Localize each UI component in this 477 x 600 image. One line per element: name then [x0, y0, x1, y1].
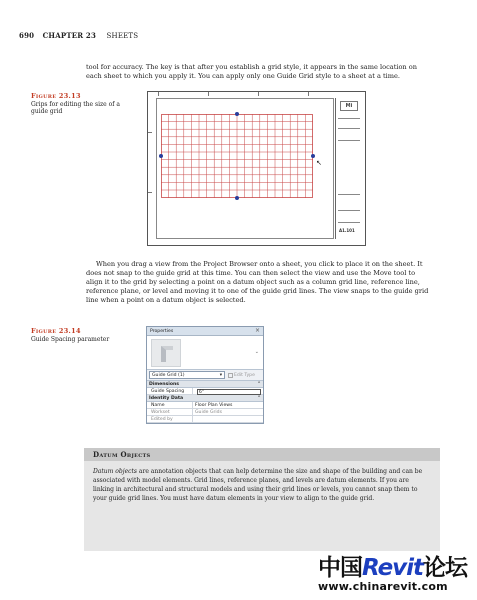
- watermark-suffix: 论坛: [423, 555, 468, 581]
- figure-23-13-label: [31, 93, 131, 116]
- move-cursor-icon: ↖: [316, 159, 322, 167]
- property-value[interactable]: Floor Plan Views: [195, 403, 233, 408]
- property-value: Guide Grids: [195, 410, 222, 415]
- properties-palette: [146, 326, 264, 424]
- type-selector-value: Guide Grid (1): [152, 372, 185, 378]
- bottom-grip-icon[interactable]: [235, 196, 239, 200]
- figure-number: Figure 23.14: [31, 327, 81, 335]
- border-tick: [148, 132, 152, 133]
- collapse-icon[interactable]: ⌃: [257, 395, 261, 401]
- section-label: SHEETS: [106, 32, 139, 40]
- site-watermark: [318, 549, 472, 597]
- sheet-drawing: [147, 91, 366, 246]
- type-selector[interactable]: [149, 371, 225, 379]
- guide-spacing-input[interactable]: 6": [197, 389, 261, 395]
- border-tick: [258, 92, 259, 96]
- section-identity-data[interactable]: [147, 395, 263, 402]
- property-label: Name: [147, 402, 193, 408]
- section-title: Dimensions: [149, 381, 180, 387]
- page-number: 690: [19, 31, 35, 40]
- top-grip-icon[interactable]: [235, 112, 239, 116]
- title-block-line: [338, 128, 360, 129]
- collapse-icon[interactable]: ⌃: [257, 381, 261, 387]
- close-icon[interactable]: ×: [254, 327, 260, 334]
- property-label: Edited by: [147, 416, 193, 422]
- title-block-line: [338, 118, 360, 119]
- figure-number: Figure 23.13: [31, 92, 81, 100]
- title-block-logo: Mi: [340, 101, 358, 111]
- property-row: [147, 409, 263, 416]
- border-tick: [308, 92, 309, 96]
- section-dimensions[interactable]: [147, 381, 263, 388]
- property-label: Guide Spacing: [147, 388, 193, 394]
- border-tick: [158, 92, 159, 96]
- figure-caption: Guide Spacing parameter: [31, 335, 110, 343]
- title-block-line: [338, 194, 360, 195]
- properties-title-bar: [147, 327, 263, 336]
- sidebar-body: are annotation objects that can help determine the size and shape of the building and can be associated with model elements. Grid lines, reference planes, and levels are datum elements. If you are linking in architectural and structural models and using their grid lines or levels, you cannot snap them to your guide grid lines. You must have datum elements in your view to align to the guide grid.: [93, 468, 423, 502]
- property-row: [147, 388, 263, 395]
- grid-type-icon: [161, 346, 173, 362]
- property-value-cell: [193, 388, 263, 394]
- right-grip-icon[interactable]: [311, 154, 315, 158]
- section-title: Identity Data: [149, 395, 184, 401]
- type-selector-row: [147, 370, 263, 381]
- figure-caption: Grips for editing the size of a guide grid: [31, 100, 120, 115]
- chapter-label: CHAPTER 23: [42, 31, 97, 40]
- border-tick: [208, 92, 209, 96]
- title-block: [335, 98, 361, 239]
- title-block-line: [338, 222, 360, 223]
- chevron-down-icon[interactable]: ⌄: [254, 349, 259, 355]
- watermark-brand: Revit: [362, 555, 424, 581]
- figure-23-14-label: [31, 328, 131, 343]
- property-row: [147, 416, 263, 423]
- type-preview: [147, 336, 263, 370]
- guide-grid[interactable]: [161, 114, 313, 198]
- watermark-url: www.chinarevit.com: [318, 580, 448, 593]
- paragraph-2: When you drag a view from the Project Browser onto a sheet, you click to place it on the sheet. It does not snap to the guide grid at this time. You can then select the view and use the Move tool to align it to the grid by selecting a point on a datum object such as a column grid line, reference line, reference plane, or level and moving it to one of the guide grid lines. The view snaps to the guide grid line when a point on a datum object is selected.: [86, 260, 429, 304]
- left-grip-icon[interactable]: [159, 154, 163, 158]
- dropdown-arrow-icon: ▾: [219, 372, 222, 378]
- property-label: Workset: [147, 409, 193, 415]
- sidebar-title: Datum Objects: [84, 448, 440, 461]
- property-value: [193, 416, 263, 422]
- edit-type-label: Edit Type: [234, 372, 255, 378]
- properties-title: Properties: [150, 328, 174, 334]
- sheet-number: A1.101: [339, 228, 355, 233]
- edit-type-button[interactable]: [228, 373, 255, 378]
- watermark-title: [318, 549, 472, 582]
- sidebar-term: Datum objects: [93, 468, 137, 475]
- title-block-line: [338, 210, 360, 211]
- border-tick: [148, 192, 152, 193]
- property-row: [147, 402, 263, 409]
- watermark-prefix: 中国: [318, 555, 362, 581]
- edit-type-icon: [228, 373, 233, 378]
- title-block-line: [338, 140, 360, 141]
- paragraph-1: tool for accuracy. The key is that after you establish a grid style, it appears in the same location on each sheet to which you apply it. You can apply only one Guide Grid style to a sheet at a time.: [86, 63, 417, 80]
- sidebar-text: [84, 461, 440, 509]
- sidebar-box: [84, 448, 440, 551]
- type-image: [151, 339, 181, 367]
- running-head: [19, 31, 138, 40]
